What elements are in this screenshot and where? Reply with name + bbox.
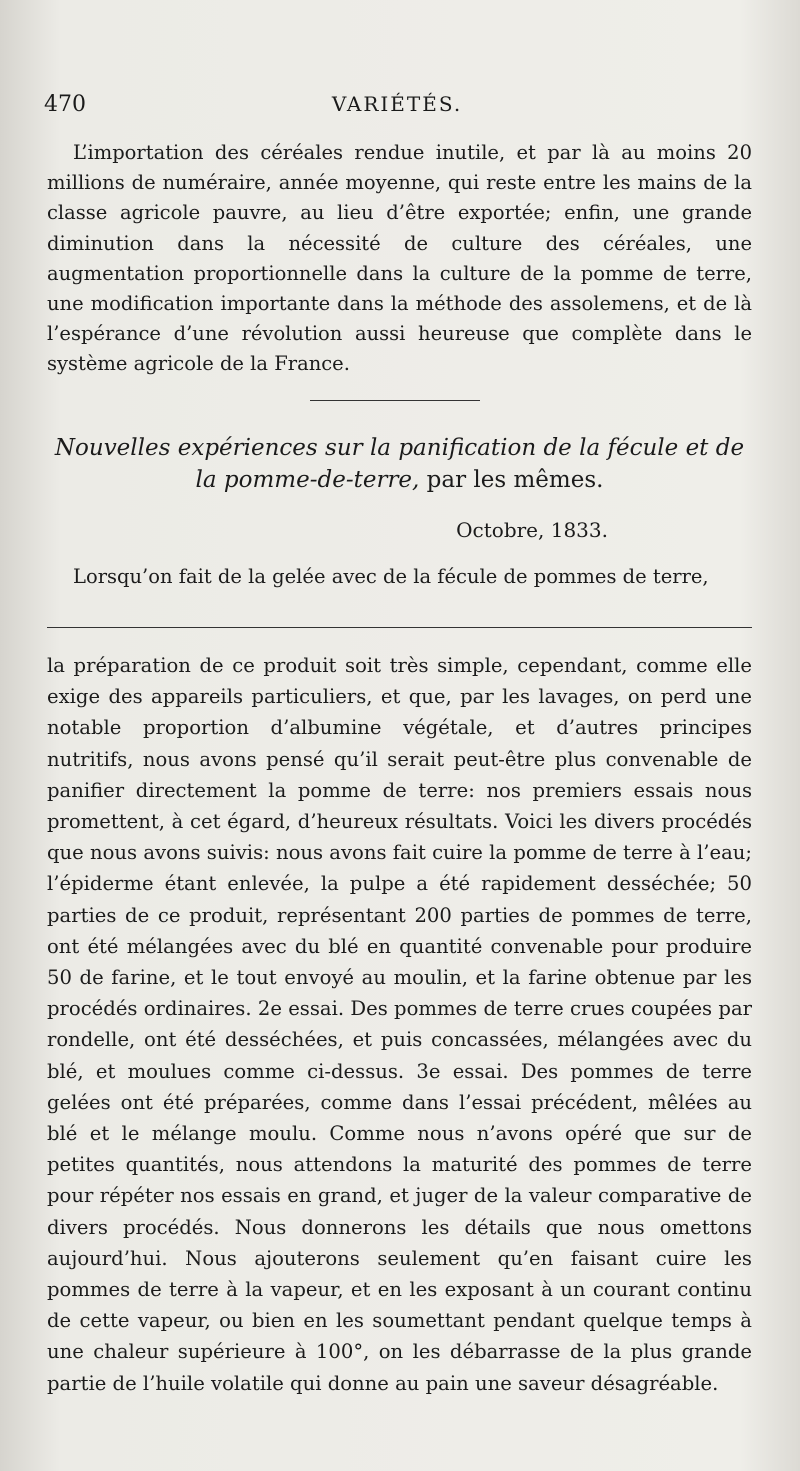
paragraph-importation	[47, 138, 752, 380]
running-head: VARIÉTÉS.	[331, 92, 463, 116]
paragraph-preparation	[47, 650, 752, 1399]
article-title	[47, 432, 752, 496]
paragraph-lorsqu	[47, 562, 752, 592]
footnote-divider	[47, 627, 752, 628]
article-title-italic: Nouvelles expériences sur la panification de la fécule et de la pomme-de-terre,	[54, 435, 745, 493]
section-divider	[310, 400, 480, 401]
article-date: Octobre, 1833.	[456, 518, 608, 542]
paragraph-text: la préparation de ce produit soit très simple, cependant, comme elle exige des appareils particuliers, et que, par les lavages, on perd une notable proportion d’albumine végétale, et d’autres principes nutritifs, nous avons pensé qu’il serait peut-être plus convenable de panifier directement la pomme de terre: nos premiers essais nous promettent, à cet égard, d’heureux résultats. Voici les divers procédés que nous avons suivis: nous avons fait cuire la pomme de terre à l’eau; l’épiderme étant enlevée, la pulpe a été rapidement desséchée; 50 parties de ce produit, représentant 200 parties de pommes de terre, ont été mélangées avec du blé en quantité convenable pour produire 50 de farine, et le tout envoyé au moulin, et la farine obtenue par les procédés ordinaires. 2e essai. Des pommes de terre crues coupées par rondelle, ont été desséchées, et puis concassées, mélangées avec du blé, et moulues comme ci-dessus. 3e essai. Des pommes de terre gelées ont été préparées, comme dans l’essai précédent, mêlées au blé et le mélange moulu. Comme nous n’avons opéré que sur de petites quantités, nous attendons la maturité des pommes de terre pour répéter nos essais en grand, et juger de la valeur comparative de divers procédés. Nous donnerons les détails que nous omettons aujourd’hui. Nous ajouterons seulement qu’en faisant cuire les pommes de terre à la vapeur, et en les exposant à un courant continu de cette vapeur, ou bien en les soumettant pendant quelque temps à une chaleur supérieure à 100°, on les débarrasse de la plus grande partie de l’huile volatile qui donne au pain une saveur désagréable.	[47, 654, 752, 1395]
paragraph-text: Lorsqu’on fait de la gelée avec de la fécule de pommes de terre,	[73, 565, 709, 588]
page-number: 470	[44, 92, 86, 117]
page-header	[44, 92, 750, 122]
paragraph-text: L’importation des céréales rendue inutile, et par là au moins 20 millions de numéraire, année moyenne, qui reste entre les mains de la classe agricole pauvre, au lieu d’être exportée; enfin, une grande diminution dans la nécessité de culture des céréales, une augmentation proportionnelle dans la culture de la pomme de terre, une modification importante dans la méthode des assolemens, et de là l’espérance d’une révolution aussi heureuse que complète dans le système agricole de la France.	[47, 141, 752, 376]
article-title-byline: par les mêmes.	[419, 467, 604, 493]
